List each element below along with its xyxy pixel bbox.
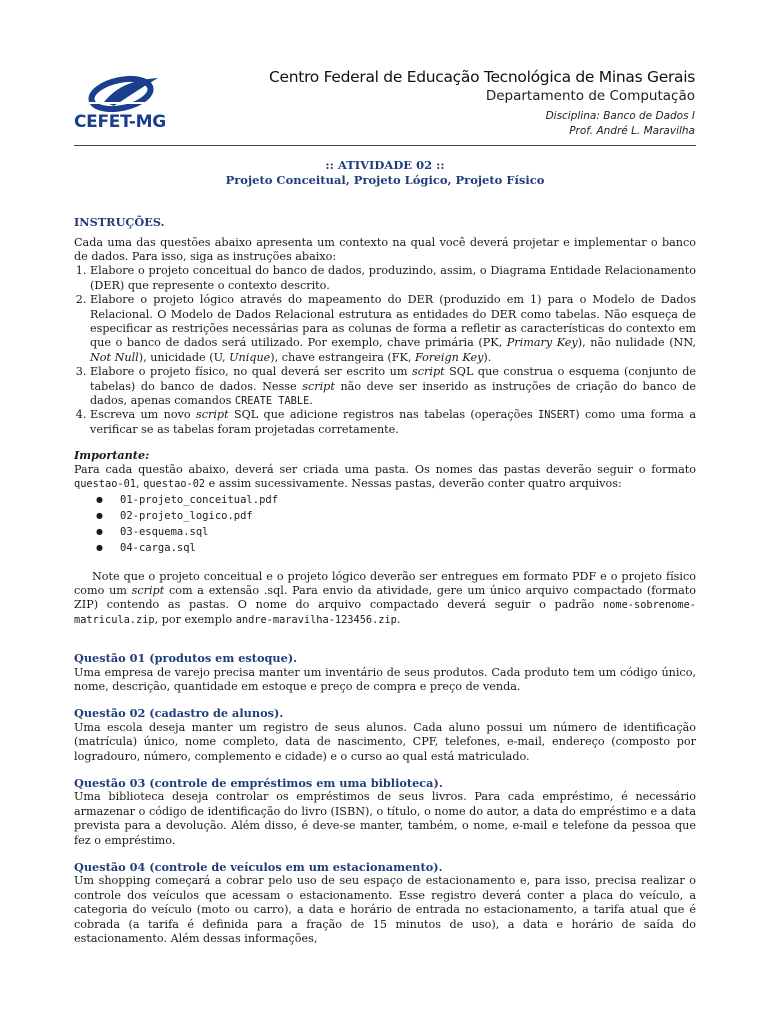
activity-title: :: ATIVIDADE 02 :: [325, 158, 445, 172]
header-divider [74, 145, 696, 146]
important-paragraph-2: Note que o projeto conceitual e o projeto lógico deverão ser entregues em formato PDF e o projeto físico como um script com a extensão .sql. Para envio da atividade, gere um único arquivo compactado (formato ZIP) contendo as pastas. O nome do arquivo compactado deverá seguir o padrão nome-sobrenome-matricula.zip, por exemplo andre-maravilha-123456.zip. [74, 569, 696, 626]
document-body [74, 158, 696, 946]
department-name: Departamento de Computação [485, 88, 695, 104]
list-item: ● 03-esquema.sql [74, 524, 696, 540]
required-files-list [74, 492, 696, 556]
question-2-title: Questão 02 (cadastro de alunos). [74, 706, 284, 721]
cefet-logo [74, 72, 174, 134]
question-3-title: Questão 03 (controle de empréstimos em uma biblioteca). [74, 775, 443, 790]
discipline-name: Disciplina: Banco de Dados I [545, 110, 695, 122]
professor-name: Prof. André L. Maravilha [569, 125, 695, 137]
logo-wordmark: CEFET-MG [74, 112, 166, 132]
instruction-item-2: 2. Elabore o projeto lógico através do mapeamento do DER (produzido em 1) para o Modelo de Dados Relacional. O Modelo de Dados Relacional estrutura as entidades do DER como tabelas. Não esqueça de especificar as restrições necessárias para as colunas de forma a refletir as características do contexto em que o banco de dados será utilizado. Por exemplo, chave primária (PK, Primary Key), não nulidade (NN, Not Null), unicidade (U, Unique), chave estrangeira (FK, Foreign Key). [90, 293, 696, 365]
important-heading: Importante: [74, 448, 150, 463]
list-item: ● 04-carga.sql [74, 540, 696, 556]
instructions-intro: Cada uma das questões abaixo apresenta um contexto na qual você deverá projetar e implementar o banco de dados. Para isso, siga as instruções abaixo: [74, 235, 696, 263]
question-4-title: Questão 04 (controle de veículos em um estacionamento). [74, 860, 443, 874]
question-1-title: Questão 01 (produtos em estoque). [74, 651, 298, 666]
list-item: ● 01-projeto_conceitual.pdf [74, 492, 696, 508]
instructions-heading: INSTRUÇÕES. [74, 215, 165, 230]
question-1-text: Uma empresa de varejo precisa manter um inventário de seus produtos. Cada produto tem um código único, nome, descrição, quantidade em estoque e preço de compra e preço de venda. [74, 665, 696, 693]
instruction-item-1: 1. Elabore o projeto conceitual do banco de dados, produzindo, assim, o Diagrama Entidade Relacionamento (DER) que represente o contexto descrito. [90, 264, 696, 293]
instruction-item-3: 3. Elabore o projeto físico, no qual deverá ser escrito um script SQL que construa o esquema (conjunto de tabelas) do banco de dados. Nesse script não deve ser inserido as instruções de criação do banco de dados, apenas comandos CREATE TABLE. [90, 365, 696, 408]
question-2-text: Uma escola deseja manter um registro de seus alunos. Cada aluno possui um número de identificação (matrícula) único, nome completo, data de nascimento, CPF, telefones, e-mail, endereço (composto por logradouro, número, complemento e cidade) e o curso ao qual está matriculado. [74, 720, 696, 763]
cefet-emblem-icon [74, 72, 174, 112]
instructions-list [74, 264, 696, 437]
activity-subtitle: Projeto Conceitual, Projeto Lógico, Projeto Físico [225, 172, 545, 187]
important-paragraph-1: Para cada questão abaixo, deverá ser criada uma pasta. Os nomes das pastas deverão seguir o formato questao-01, questao-02 e assim sucessivamente. Nessas pastas, deverão conter quatro arquivos: [74, 462, 696, 491]
question-4-text: Um shopping começará a cobrar pelo uso de seu espaço de estacionamento e, para isso, precisa realizar o controle dos veículos que acessam o estacionamento. Esse registro deverá conter a placa do veículo, a categoria do veículo (moto ou carro), a data e horário de entrada no estacionamento, a tarifa atual que é cobrada (a tarifa é definida para a fração de 15 minutos de uso), a data e horário de saída do estacionamento. Além dessas informações, [74, 874, 696, 946]
instruction-item-4: 4. Escreva um novo script SQL que adicione registros nas tabelas (operações INSERT) como uma forma a verificar se as tabelas foram projetadas corretamente. [90, 408, 696, 437]
question-3-text: Uma biblioteca deseja controlar os empréstimos de seus livros. Para cada empréstimo, é necessário armazenar o código de identificação do livro (ISBN), o título, o nome do autor, a data do empréstimo e a data prevista para a devolução. Além disso, é deve-se manter, também, o nome, e-mail e telefone da pessoa que fez o empréstimo. [74, 790, 696, 847]
institution-name: Centro Federal de Educação Tecnológica de Minas Gerais [269, 68, 695, 86]
list-item: ● 02-projeto_logico.pdf [74, 508, 696, 524]
